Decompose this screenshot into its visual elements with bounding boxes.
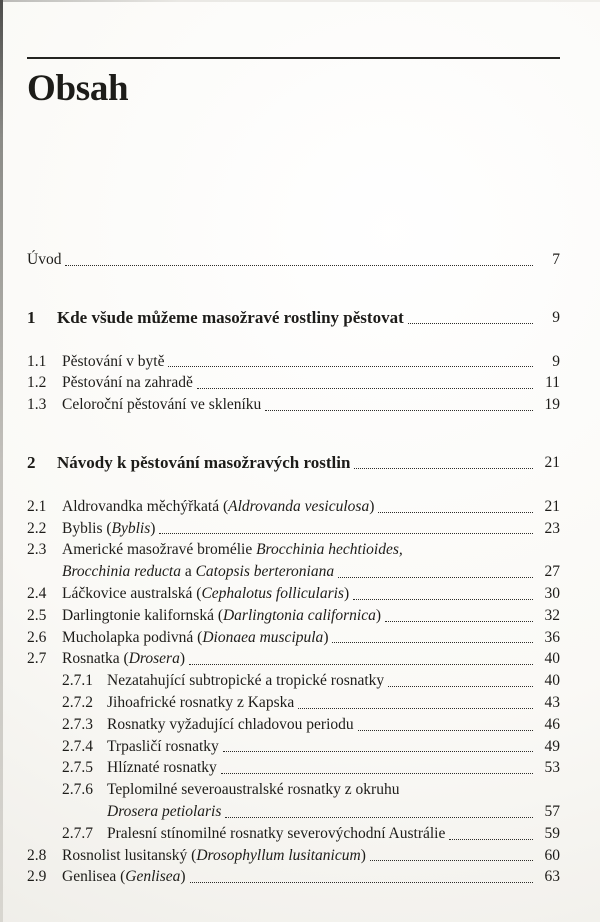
toc-row: [27, 866, 560, 888]
toc-latin-name: Aldrovanda vesiculosa: [228, 497, 370, 515]
dot-leader: [159, 533, 533, 534]
toc-number: 2.7.2: [62, 693, 93, 711]
dot-leader: [370, 860, 533, 861]
page-number: 9: [552, 308, 560, 326]
toc-title-text: ): [375, 606, 381, 624]
toc-title-text: Hlíznaté rosnatky: [107, 759, 217, 777]
toc-row: [27, 801, 560, 823]
toc-title-text: Kde všude můžeme masožravé rostliny pěstovat: [57, 307, 404, 327]
toc-title-text: Pěstování na zahradě: [62, 374, 193, 392]
toc-number: 2.7.6: [62, 781, 93, 799]
dot-leader: [225, 817, 533, 818]
toc-title: [62, 372, 193, 394]
toc-title-text: Byblis (: [62, 519, 112, 537]
toc-title: [62, 648, 185, 670]
page-number: 43: [544, 693, 560, 711]
page-number: 40: [544, 672, 560, 690]
toc-title: [62, 866, 186, 888]
toc-title: [107, 757, 217, 779]
toc-title: [62, 394, 261, 416]
dot-leader: [197, 388, 533, 389]
page-number: 30: [544, 584, 560, 602]
page-number: 19: [544, 396, 560, 414]
toc-title: [62, 845, 366, 867]
toc-title: [107, 801, 221, 823]
toc-chapter-row: [27, 307, 560, 329]
toc-title-text: Úvod: [27, 251, 62, 268]
toc-row: [27, 539, 560, 561]
toc-latin-name: Drosophyllum lusitanicum: [196, 846, 361, 864]
toc-title-text: Teplomilné severoaustralské rosnatky z okruhu: [107, 781, 400, 799]
toc-number: 2.7.5: [62, 759, 93, 777]
page-number: 57: [544, 802, 560, 820]
toc-number: 2.4: [27, 584, 47, 602]
toc-number: 2.7.4: [62, 737, 93, 755]
toc-row: [27, 627, 560, 649]
toc-title: [27, 249, 61, 271]
toc-title: [107, 714, 354, 736]
toc-number: 2.7: [27, 650, 47, 668]
toc-number: 2.2: [27, 519, 47, 537]
toc-row: [27, 605, 560, 627]
toc-title-text: ): [179, 650, 186, 668]
toc-row: [27, 583, 560, 605]
dot-leader: [408, 323, 533, 324]
dot-leader: [332, 642, 533, 643]
toc-title: [107, 736, 219, 758]
toc-title-text: a: [180, 563, 196, 581]
toc-row: [27, 561, 560, 583]
toc-row: [27, 648, 560, 670]
toc-title-text: ): [150, 519, 156, 537]
toc-title: [57, 452, 350, 474]
dot-leader: [223, 751, 533, 752]
toc-title-text: Pěstování v bytě: [62, 352, 165, 370]
toc-title: [62, 561, 334, 583]
toc-number: 1.1: [27, 352, 47, 370]
page-number: 36: [544, 628, 560, 646]
page-number: 59: [544, 824, 560, 842]
dot-leader: [65, 265, 533, 266]
toc-number: 2.9: [27, 868, 47, 886]
toc-row: [27, 714, 560, 736]
dot-leader: [189, 664, 533, 665]
toc-latin-name: Catopsis berteroniana: [195, 563, 335, 581]
dot-leader: [265, 410, 533, 411]
page-number: 60: [544, 846, 560, 864]
toc-title-text: Rosnatka (: [62, 650, 129, 668]
toc-title: [62, 627, 328, 649]
toc-title-text: Darlingtonie kalifornská (: [62, 606, 223, 624]
page-number: 23: [544, 519, 560, 537]
toc-row: [27, 670, 560, 692]
toc-number: 2.7.3: [62, 715, 93, 733]
dot-leader: [358, 730, 533, 731]
toc-number: 1.2: [27, 374, 47, 392]
page-number: 40: [544, 650, 560, 668]
toc-row: [27, 351, 560, 373]
page-number: 27: [544, 563, 560, 581]
page-number: 53: [544, 759, 560, 777]
toc-title: [107, 670, 384, 692]
toc-number: 2: [27, 452, 36, 472]
toc-latin-name: Drosera petiolaris: [107, 802, 222, 820]
toc-title: [62, 518, 155, 540]
dot-leader: [338, 577, 533, 578]
dot-leader: [190, 882, 533, 883]
toc-latin-name: Cephalotus follicularis: [201, 584, 344, 602]
dot-leader: [221, 773, 533, 774]
toc-title-text: Celoroční pěstování ve skleníku: [62, 396, 262, 414]
toc-number: 1.3: [27, 396, 47, 414]
toc-title-text: Pralesní stínomilné rosnatky severovýchodní Austrálie: [107, 824, 446, 842]
dot-leader: [449, 839, 533, 840]
toc-title-text: Láčkovice australská (: [62, 584, 202, 602]
page-number: 9: [552, 352, 560, 370]
toc-number: 2.8: [27, 846, 47, 864]
toc-row: [27, 372, 560, 394]
toc-number: 2.3: [27, 541, 47, 559]
toc-row: [27, 736, 560, 758]
toc-chapter-row: [27, 452, 560, 474]
dot-leader: [353, 599, 533, 600]
dot-leader: [385, 621, 533, 622]
toc-title-text: Nezatahující subtropické a tropické rosnatky: [107, 672, 385, 690]
toc-number: 2.6: [27, 628, 47, 646]
toc-title-text: ): [369, 497, 375, 515]
table-of-contents: [27, 249, 560, 888]
toc-row: [27, 394, 560, 416]
toc-number: 1: [27, 307, 36, 327]
toc-latin-name: Byblis: [111, 519, 151, 537]
toc-title: [62, 583, 349, 605]
dot-leader: [168, 366, 533, 367]
toc-title-text: Trpasličí rosnatky: [107, 737, 219, 755]
page-number: 11: [545, 374, 560, 392]
toc-row: [27, 249, 560, 271]
toc-title-text: Rosnatky vyžadující chladovou periodu: [107, 715, 354, 733]
toc-title-text: Americké masožravé bromélie: [62, 541, 257, 559]
dot-leader: [354, 468, 533, 469]
toc-title: [62, 605, 381, 627]
toc-title: [107, 692, 294, 714]
page-number: 21: [544, 453, 560, 471]
toc-latin-name: Brocchinia hechtioides,: [256, 541, 403, 559]
toc-title: [57, 307, 404, 329]
page-number: 63: [544, 868, 560, 886]
toc-title: [62, 539, 403, 561]
page-number: 32: [544, 606, 560, 624]
page-title: Obsah: [27, 68, 129, 109]
toc-title-text: ): [343, 584, 350, 602]
toc-title-text: ): [360, 846, 366, 864]
toc-title-text: Mucholapka podivná (: [62, 628, 203, 646]
toc-number: 2.1: [27, 497, 47, 515]
page-content: [0, 57, 600, 888]
toc-title-text: Genlisea (: [62, 868, 126, 886]
toc-row: [27, 518, 560, 540]
toc-row: [27, 757, 560, 779]
toc-title: [62, 351, 164, 373]
page-number: 7: [552, 251, 560, 268]
toc-title-text: Rosnolist lusitanský (: [62, 846, 197, 864]
toc-number: 2.7.7: [62, 824, 93, 842]
toc-title: [107, 779, 399, 801]
scan-edge-top: [0, 0, 600, 2]
toc-row: [27, 779, 560, 801]
toc-row: [27, 496, 560, 518]
toc-number: 2.5: [27, 606, 47, 624]
toc-row: [27, 845, 560, 867]
header-rule: [27, 57, 560, 59]
dot-leader: [378, 512, 533, 513]
toc-title-text: ): [323, 628, 329, 646]
toc-title-text: ): [180, 868, 186, 886]
toc-title-text: Jihoafrické rosnatky z Kapska: [107, 693, 295, 711]
toc-number: 2.7.1: [62, 672, 93, 690]
toc-latin-name: Brocchinia reducta: [62, 563, 181, 581]
page-number: 46: [544, 715, 560, 733]
toc-title: [62, 496, 374, 518]
dot-leader: [388, 686, 533, 687]
scan-edge-left: [0, 0, 3, 922]
toc-row: [27, 692, 560, 714]
toc-latin-name: Drosera: [128, 650, 180, 668]
toc-latin-name: Dionaea muscipula: [202, 628, 324, 646]
toc-row: [27, 823, 560, 845]
toc-title-text: Aldrovandka měchýřkatá (: [62, 497, 229, 515]
toc-latin-name: Genlisea: [125, 868, 181, 886]
toc-title: [107, 823, 445, 845]
page-number: 49: [544, 737, 560, 755]
page-number: 21: [544, 497, 560, 515]
toc-title-text: Návody k pěstování masožravých rostlin: [57, 452, 351, 472]
toc-latin-name: Darlingtonia californica: [222, 606, 376, 624]
dot-leader: [298, 708, 533, 709]
